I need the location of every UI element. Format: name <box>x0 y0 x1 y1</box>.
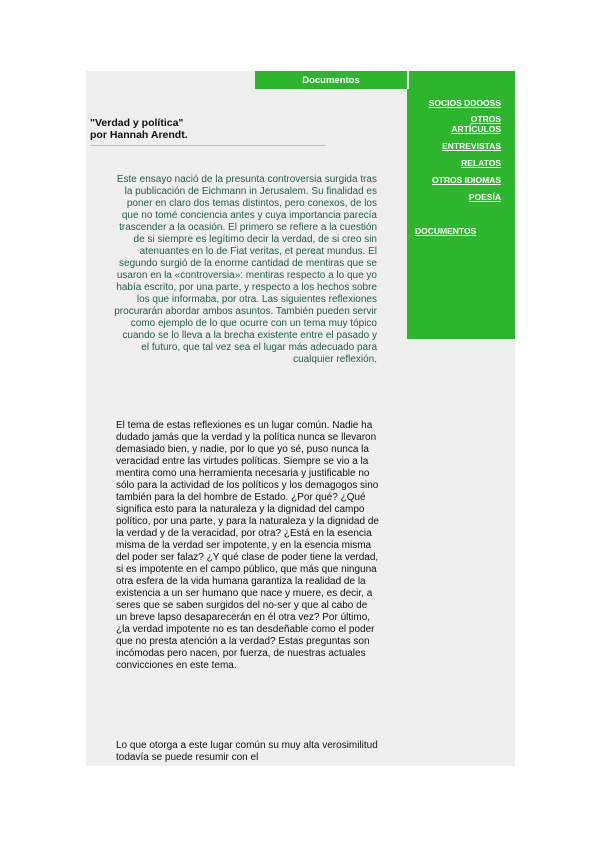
article-intro: Este ensayo nació de la presunta controversia surgida tras la publicación de Eichmann in Jerusalem. Su finalidad es poner en claro dos temas distintos, pero conexos, de los que no tomé conciencia antes y cuya importancia parecía trascender a la ocasión. El primero se refiere a la cuestión de si siempre es legítimo decir la verdad, de si creo sin atenuantes en lo de Fiat veritas, et pereat mundus. El segundo surgió de la enorme cantidad de mentiras que se usaron en la «controversia»: mentiras respecto a lo que yo había escrito, por una parte, y respecto a los hechos sobre los que informaba, por otra. Las siguientes reflexiones procurarán abordar ambos asuntos. También pueden servir como ejemplo de lo que ocurre con un tema muy tópico cuando se lo lleva a la brecha existente entre el pasado y el futuro, que tal vez sea el lugar más adecuado para cualquier reflexión. <box>114 174 377 365</box>
nav-link-otros-articulos[interactable]: OTROS ARTÍCULOS <box>451 114 501 134</box>
nav-link-poesia[interactable]: POESÍA <box>468 192 501 202</box>
nav-link-entrevistas[interactable]: ENTREVISTAS <box>442 141 501 151</box>
sidebar-nav <box>407 89 515 339</box>
nav-link-otros-idiomas[interactable]: OTROS IDIOMAS <box>432 175 501 185</box>
nav-link-socios[interactable]: SOCIOS DDOOSS <box>428 98 501 108</box>
title-divider <box>90 145 326 146</box>
article-paragraph-2: Lo que otorga a este lugar común su muy alta verosimilitud todavía se puede resumir con el <box>116 740 378 763</box>
article-heading <box>90 117 188 141</box>
article-author: por Hannah Arendt. <box>90 129 188 141</box>
nav-link-documentos[interactable]: DOCUMENTOS <box>415 226 477 236</box>
header-divider <box>407 71 409 89</box>
nav-link-relatos[interactable]: RELATOS <box>461 158 501 168</box>
article-paragraph-1: El tema de estas reflexiones es un lugar común. Nadie ha dudado jamás que la verdad y la política nunca se llevaron demasiado bien, y nadie, por lo que yo sé, puso nunca la veracidad entre las virtudes políticas. Siempre se vio a la mentira como una herramienta necesaria y justificable no sólo para la actividad de los políticos y los demagogos sino también para la del hombre de Estado. ¿Por qué? ¿Qué significa esto para la naturaleza y la dignidad del campo político, por una parte, y para la naturaleza y la dignidad de la verdad y de la veracidad, por otra? ¿Está en la esencia misma de la verdad ser impotente, y en la esencia misma del poder ser falaz? ¿Y qué clase de poder tiene la verdad, si es impotente en el campo público, que más que ninguna otra esfera de la vida humana garantiza la realidad de la existencia a un ser humano que nace y muere, es decir, a seres que se saben surgidos del no-ser y que al cabo de un breve lapso desaparecerán en él otra vez? Por último, ¿la verdad impotente no es tan desdeñable como el poder que no presta atención a la verdad? Estas preguntas son incómodas pero nacen, por fuerza, de nuestras actuales convicciones en este tema. <box>116 420 379 671</box>
article-title: "Verdad y política" <box>90 117 184 129</box>
section-header-bar <box>255 71 515 89</box>
section-header-link[interactable]: Documentos <box>302 74 360 86</box>
